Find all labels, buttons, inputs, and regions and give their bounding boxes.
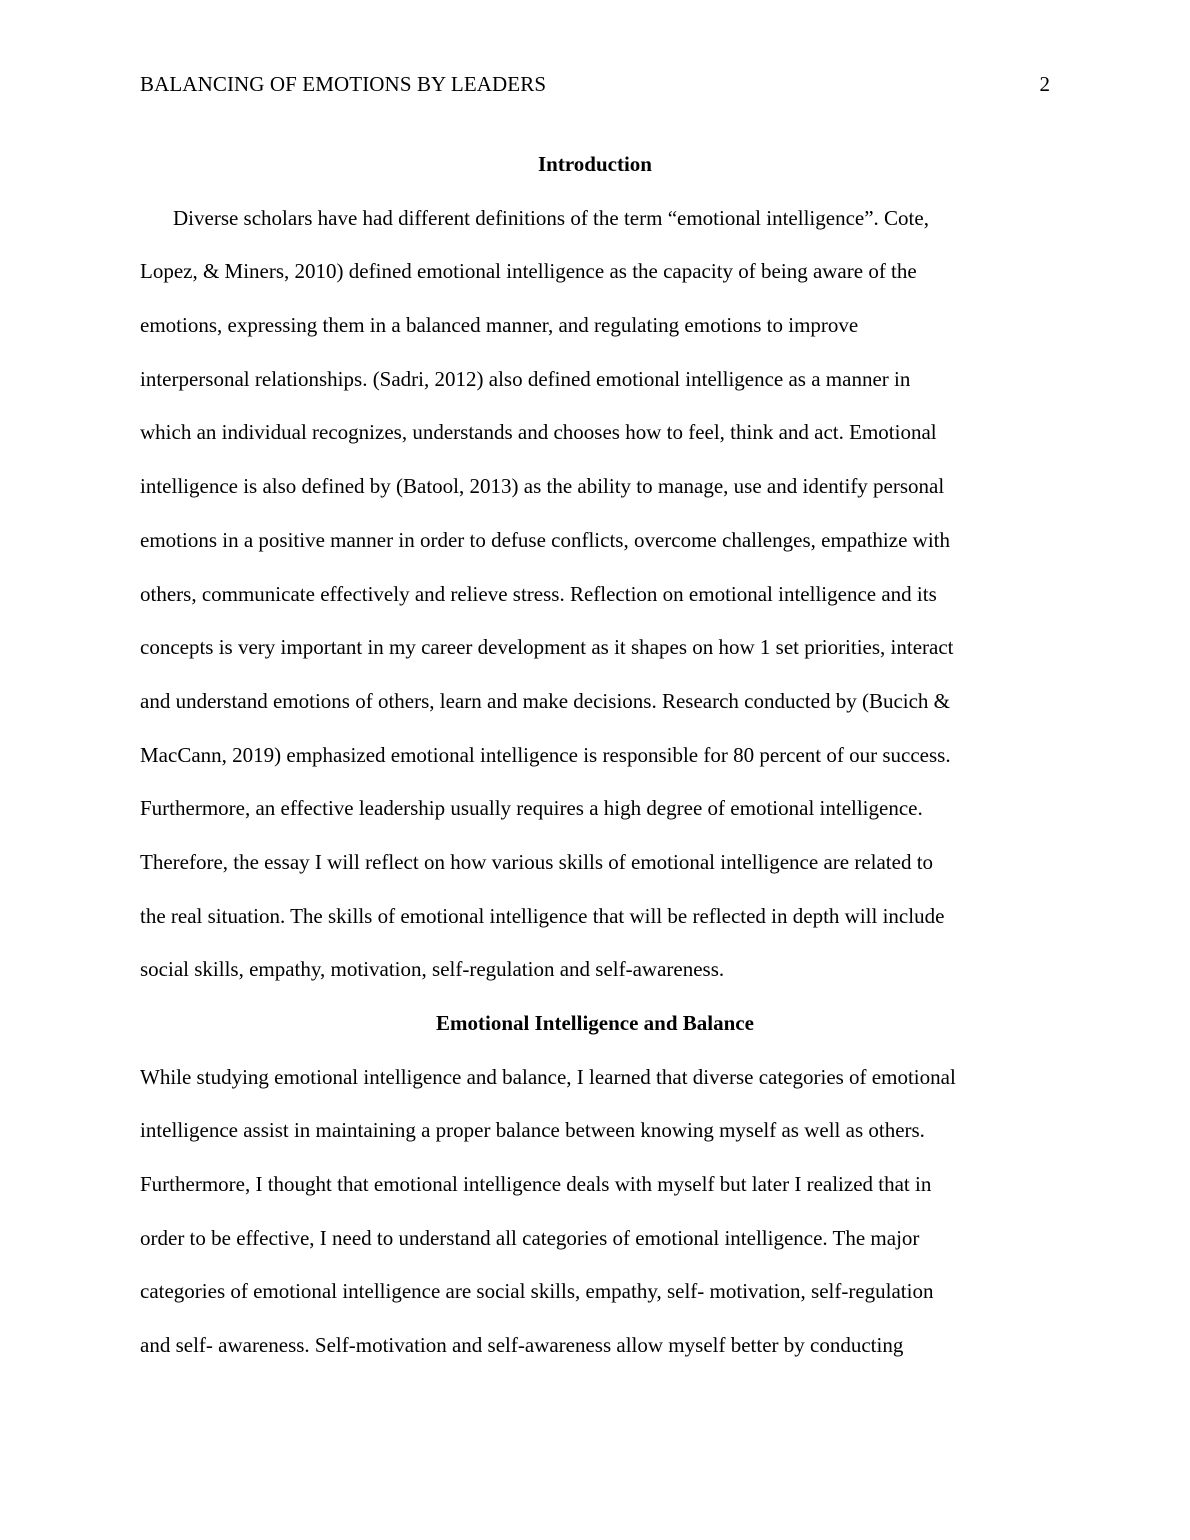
paragraph-line: Therefore, the essay I will reflect on how various skills of emotional intelligence are related to <box>140 849 934 874</box>
paragraph-line: Furthermore, an effective leadership usually requires a high degree of emotional intelligence. <box>140 796 923 821</box>
paragraph-line: MacCann, 2019) emphasized emotional intelligence is responsible for 80 percent of our success. <box>140 742 951 767</box>
section-heading-introduction: Introduction <box>538 152 652 176</box>
paragraph-line: and understand emotions of others, learn and make decisions. Research conducted by (Bucich & <box>140 688 951 713</box>
paragraph-line: and self- awareness. Self-motivation and self-awareness allow myself better by conducting <box>140 1333 904 1358</box>
paragraph-line: order to be effective, I need to understand all categories of emotional intelligence. The major <box>140 1225 920 1250</box>
paragraph-line: which an individual recognizes, understands and chooses how to feel, think and act. Emotional <box>140 420 937 445</box>
paragraph-line: While studying emotional intelligence and balance, I learned that diverse categories of emotional <box>140 1064 956 1089</box>
running-head: BALANCING OF EMOTIONS BY LEADERS <box>140 72 547 96</box>
document-body <box>140 138 1050 1373</box>
paragraph-line: Lopez, & Miners, 2010) defined emotional intelligence as the capacity of being aware of the <box>140 259 917 284</box>
paragraph-line: emotions in a positive manner in order to defuse conflicts, overcome challenges, empathize with <box>140 527 950 552</box>
paragraph-line: intelligence is also defined by (Batool, 2013) as the ability to manage, use and identify personal <box>140 474 945 499</box>
paragraph-line: categories of emotional intelligence are social skills, empathy, self- motivation, self-regulation <box>140 1279 934 1304</box>
paragraph-line: others, communicate effectively and relieve stress. Reflection on emotional intelligence and its <box>140 581 937 606</box>
paragraph-line: intelligence assist in maintaining a proper balance between knowing myself as well as others. <box>140 1118 925 1143</box>
paragraph-line: Furthermore, I thought that emotional intelligence deals with myself but later I realized that in <box>140 1172 932 1197</box>
paragraph-line: the real situation. The skills of emotional intelligence that will be reflected in depth will include <box>140 903 945 928</box>
paragraph-line: Diverse scholars have had different definitions of the term “emotional intelligence”. Cote, <box>173 205 929 230</box>
paragraph-line: social skills, empathy, motivation, self-regulation and self-awareness. <box>140 957 725 982</box>
page-number: 2 <box>1039 72 1050 96</box>
section-heading-emotional-intelligence-and-balance: Emotional Intelligence and Balance <box>436 1011 754 1035</box>
paragraph-line: concepts is very important in my career development as it shapes on how 1 set priorities, interact <box>140 635 954 660</box>
paragraph-line: interpersonal relationships. (Sadri, 2012) also defined emotional intelligence as a manner in <box>140 366 911 391</box>
paragraph-line: emotions, expressing them in a balanced manner, and regulating emotions to improve <box>140 313 859 338</box>
